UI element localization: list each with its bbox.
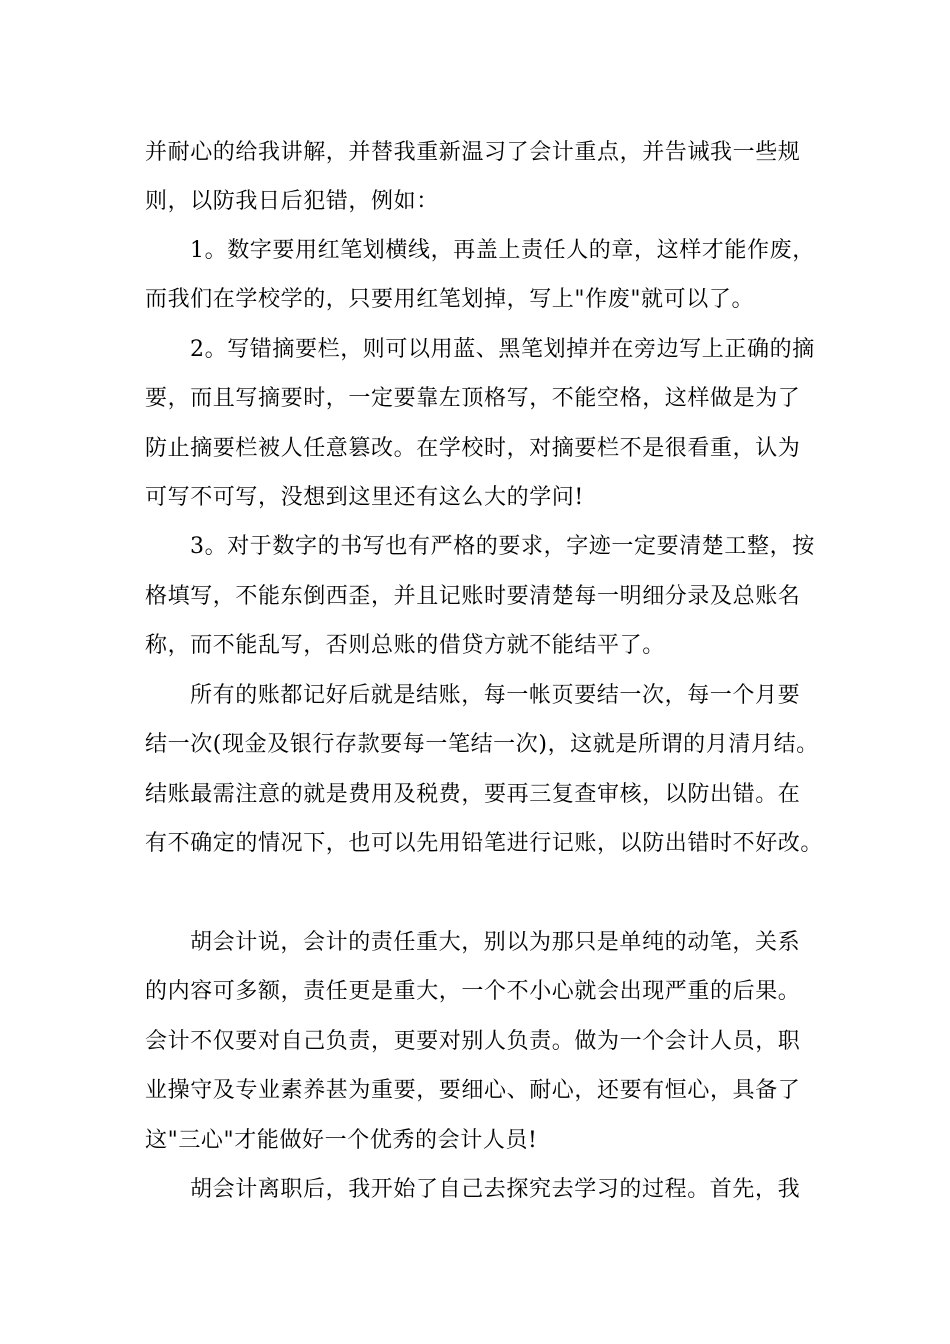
text-line: 2。写错摘要栏，则可以用蓝、黑笔划掉并在旁边写上正确的摘: [190, 337, 815, 362]
text-line: 称，而不能乱写，否则总账的借贷方就不能结平了。: [145, 633, 665, 658]
text-line: 要，而且写摘要时，一定要靠左顶格写，不能空格，这样做是为了: [145, 386, 801, 411]
text-line: 这"三心"才能做好一个优秀的会计人员!: [145, 1128, 538, 1153]
text-line: 胡会计说，会计的责任重大，别以为那只是单纯的动笔，关系: [190, 930, 801, 955]
text-line: 防止摘要栏被人任意篡改。在学校时，对摘要栏不是很看重，认为: [145, 436, 801, 461]
text-line: 可写不可写，没想到这里还有这么大的学问!: [145, 485, 584, 510]
text-line: 3。对于数字的书写也有严格的要求，字迹一定要清楚工整，按: [190, 534, 815, 559]
text-line: 1。数字要用红笔划横线，再盖上责任人的章，这样才能作废，: [190, 238, 815, 263]
text-line: 业操守及专业素养甚为重要，要细心、耐心，还要有恒心，具备了: [145, 1078, 801, 1103]
text-line: 结账最需注意的就是费用及税费，要再三复查审核，以防出错。在: [145, 782, 801, 807]
text-line: 格填写，不能东倒西歪，并且记账时要清楚每一明细分录及总账名: [145, 584, 801, 609]
text-line: 会计不仅要对自己负责，更要对别人负责。做为一个会计人员，职: [145, 1029, 801, 1054]
text-line: 结一次(现金及银行存款要每一笔结一次)，这就是所谓的月清月结。: [145, 732, 819, 757]
text-line: 的内容可多额，责任更是重大，一个不小心就会出现严重的后果。: [145, 979, 801, 1004]
text-line: 则，以防我日后犯错，例如：: [145, 189, 439, 214]
text-line: 胡会计离职后，我开始了自己去探究去学习的过程。首先，我: [190, 1177, 801, 1202]
text-line: 有不确定的情况下，也可以先用铅笔进行记账，以防出错时不好改。: [145, 831, 824, 856]
text-line: 所有的账都记好后就是结账，每一帐页要结一次，每一个月要: [190, 683, 801, 708]
text-line: 并耐心的给我讲解，并替我重新温习了会计重点，并告诫我一些规: [145, 140, 801, 165]
text-line: 而我们在学校学的，只要用红笔划掉，写上"作废"就可以了。: [145, 287, 755, 312]
